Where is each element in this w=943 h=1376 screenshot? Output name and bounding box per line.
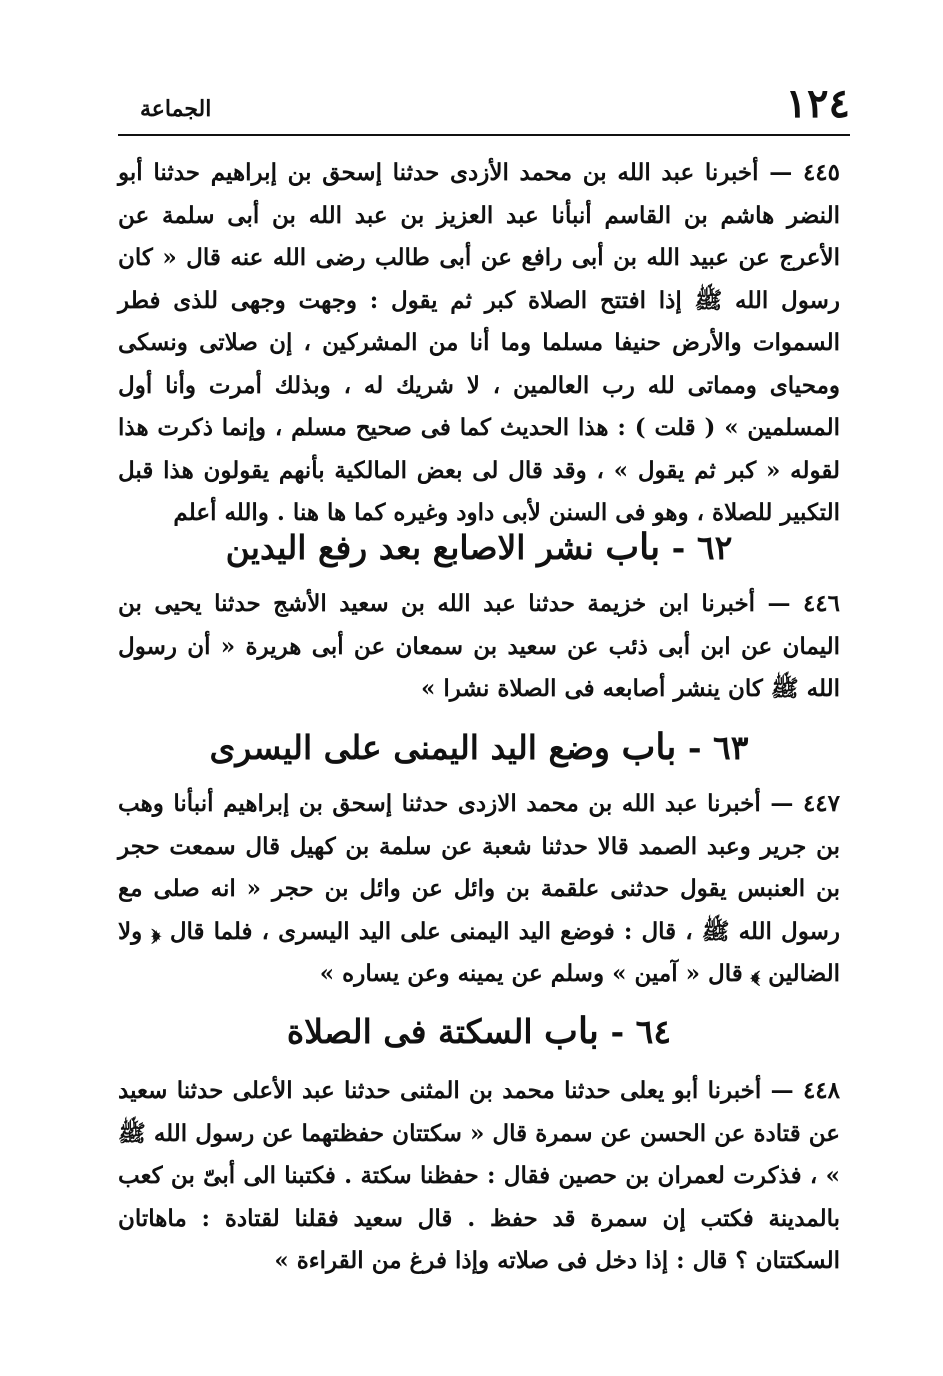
hadith-448	[118, 1070, 840, 1283]
chapter-title: نشر الاصابع بعد رفع اليدين	[225, 528, 594, 567]
page-header	[120, 80, 850, 132]
chapter-heading-63	[118, 722, 840, 773]
chapter-bab: باب	[621, 726, 677, 768]
hadith-text: أخبرنا عبد الله بن محمد الازدى حدثنا إسحق بن إبراهيم أنبأنا وهب بن جرير وعبد الصمد قالا حدثنا شعبة عن سلمة بن كهيل قال سمعت حجر بن العنبس يقول حدثنى علقمة بن وائل عن وائل بن حجر « انه صلى مع رسول الله ﷺ ، قال : فوضع اليد اليمنى على اليد اليسرى ، فلما قال ﴿ ولا الضالين ﴾ قال « آمين » وسلم عن يمينه وعن يساره »	[118, 790, 840, 987]
hadith-number: ٤٤٦ —	[767, 590, 841, 617]
hadith-text: أخبرنا عبد الله بن محمد الأزدى حدثنا إسحق بن إبراهيم حدثنا أبو النضر هاشم بن القاسم أنبأنا عبد العزيز بن عبد الله بن أبى سلمة عن الأعرج عن عبيد الله بن أبى رافع عن أبى طالب رضى الله عنه قال « كان رسول الله ﷺ إذا افتتح الصلاة كبر ثم يقول : وجهت وجهى للذى فطر السموات والأرض حنيفا مسلما وما أنا من المشركين ، إن صلاتى ونسكى ومحياى ومماتى لله رب العالمين ، لا شريك له ، وبذلك أمرت وأنا أول المسلمين » ( قلت ) : هذا الحديث كما فى صحيح مسلم ، وإنما ذكرت هذا لقوله « كبر ثم يقول » ، وقد قال لى بعض المالكية بأنهم يقولون هذا قبل التكبير للصلاة ، وهو فى السنن لأبى داود وغيره كما ها هنا . والله أعلم	[118, 159, 840, 526]
hadith-number: ٤٤٧ —	[770, 790, 840, 817]
chapter-bab: باب	[605, 526, 661, 568]
chapter-number: ٦٣ -	[687, 728, 749, 767]
hadith-447	[118, 783, 840, 996]
running-title: الجماعة	[140, 96, 212, 122]
hadith-445	[118, 152, 840, 535]
chapter-number: ٦٢ -	[671, 528, 733, 567]
hadith-number: ٤٤٨ —	[770, 1077, 841, 1104]
hadith-text: أخبرنا ابن خزيمة حدثنا عبد الله بن سعيد الأشج حدثنا يحيى بن اليمان عن ابن أبى ذئب عن سعيد بن سمعان عن أبى هريرة « أن رسول الله ﷺ كان ينشر أصابعه فى الصلاة نشرا »	[118, 590, 840, 702]
chapter-heading-64	[118, 1006, 840, 1057]
hadith-446	[118, 583, 840, 711]
page-number: ١٢٤	[785, 80, 850, 127]
chapter-bab: باب	[544, 1010, 599, 1052]
chapter-title: السكتة فى الصلاة	[286, 1012, 533, 1051]
header-rule	[118, 134, 850, 136]
hadith-number: ٤٤٥ —	[769, 159, 840, 186]
chapter-title: وضع اليد اليمنى على اليسرى	[209, 728, 610, 767]
chapter-number: ٦٤ -	[610, 1012, 672, 1051]
chapter-heading-62	[118, 522, 840, 573]
hadith-text: أخبرنا أبو يعلى حدثنا محمد بن المثنى حدثنا عبد الأعلى حدثنا سعيد عن قتادة عن الحسن عن سمرة قال « سكتتان حفظتهما عن رسول الله ﷺ » ، فذكرت لعمران بن حصين فقال : حفظنا سكتة . فكتبنا الى أبىّ بن كعب بالمدينة فكتب إن سمرة قد حفظ . قال سعيد فقلنا لقتادة : ماهاتان السكتتان ؟ قال : إذا دخل فى صلاته وإذا فرغ من القراءة »	[118, 1077, 840, 1274]
